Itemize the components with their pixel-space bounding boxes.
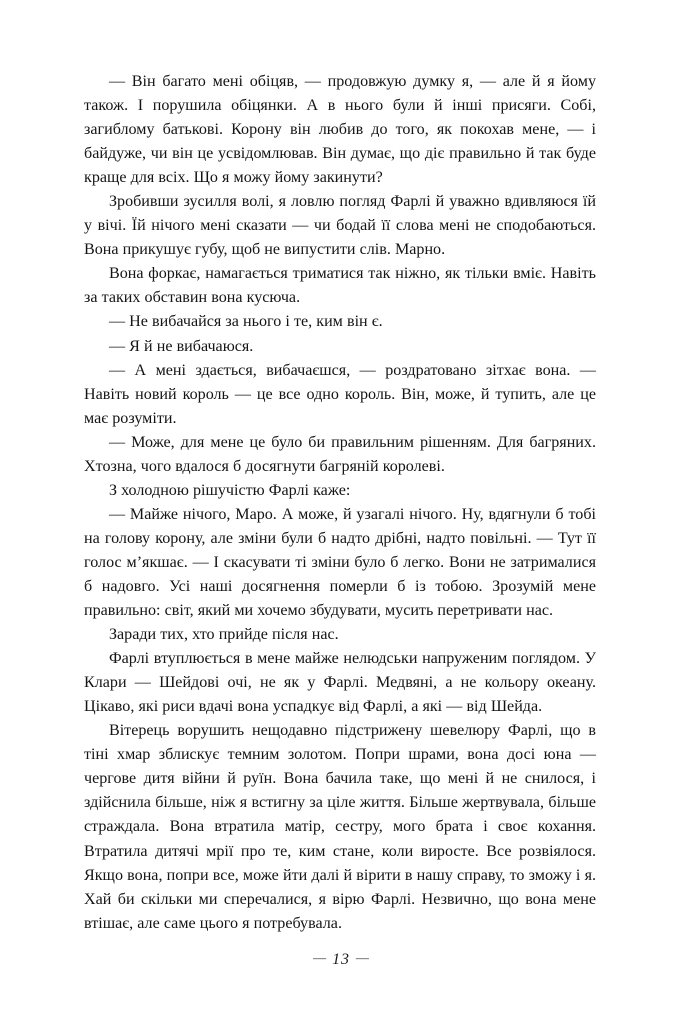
paragraph: Зробивши зусилля волі, я ловлю погляд Фарлі й уважно вдивляюся їй у вічі. Їй нічого мені сказати — чи бодай її слова мені не сподобаються. Вона прикушує губу, щоб не випустити слів. Марно.	[84, 193, 596, 259]
paragraph: Вітерець ворушить нещодавно підстрижену шевелюру Фарлі, що в тіні хмар зблискує темним золотом. Попри шрами, вона досі юна — чергове дитя війни й руїн. Вона бачила таке, що мені й не снилося, і здійснила більше, ніж я встигну за ціле життя. Більше жертвувала, більше страждала. Вона втратила матір, сестру, мого брата і своє кохання. Втратила дитячі мрії про те, ким стане, коли виросте. Все розвіялося. Якщо вона, попри все, може йти далі й вірити в нашу справу, то зможу і я. Хай би скільки ми сперечалися, я вірю Фарлі. Незвично, що вона мене втішає, але саме цього я потребувала.	[84, 722, 596, 932]
page-number: 13	[332, 951, 350, 969]
paragraph: З холодною рішучістю Фарлі каже:	[108, 481, 351, 499]
page-text-block	[84, 70, 596, 936]
page-folio	[0, 948, 682, 970]
paragraph: — Він багато мені обіцяв, — продовжую думку я, — але й я йому також. І порушила обіцянки. А в нього були й інші присяги. Собі, загиблому батькові. Корону він любив до того, як покохав мене, — і байдуже, чи він це усвідомлював. Він думає, що діє правильно й так буде краще для всіх. Що я можу йому закинути?	[84, 73, 596, 187]
paragraph: — Я й не вибачаюся.	[108, 337, 254, 355]
paragraph: Вона форкає, намагається триматися так ніжно, як тільки вміє. Навіть за таких обставин вона кусюча.	[84, 265, 596, 307]
paragraph: Фарлі втуплюється в мене майже нелюдськи напруженим поглядом. У Клари — Шейдові очі, не як у Фарлі. Медвяні, а не кольору океану. Цікаво, які риси вдачі вона успадкує від Фарлі, а які — від Шейда.	[84, 650, 596, 716]
folio-rule-left: —	[313, 950, 327, 965]
folio-rule-right: —	[355, 950, 369, 965]
paragraph: — Може, для мене це було би правильним рішенням. Для багряних. Хтозна, чого вдалося б досягнути багряній королеві.	[84, 433, 596, 475]
paragraph: Заради тих, хто прийде після нас.	[108, 626, 339, 644]
paragraph: — А мені здається, вибачаєшся, — роздратовано зітхає вона. — Навіть новий король — це все одно король. Він, може, й тупить, але це має розуміти.	[84, 361, 596, 427]
paragraph: — Майже нічого, Маро. А може, й узагалі нічого. Ну, вдягнули б тобі на голову корону, але зміни були б надто дрібні, надто повільні. — Тут її голос м’якшає. — І скасувати ті зміни було б легко. Вони не затрималися б надовго. Усі наші досягнення померли б із тобою. Зрозумій мене правильно: світ, який ми хочемо збудувати, мусить перетривати нас.	[84, 505, 596, 620]
paragraph: — Не вибачайся за нього і те, ким він є.	[108, 313, 383, 331]
